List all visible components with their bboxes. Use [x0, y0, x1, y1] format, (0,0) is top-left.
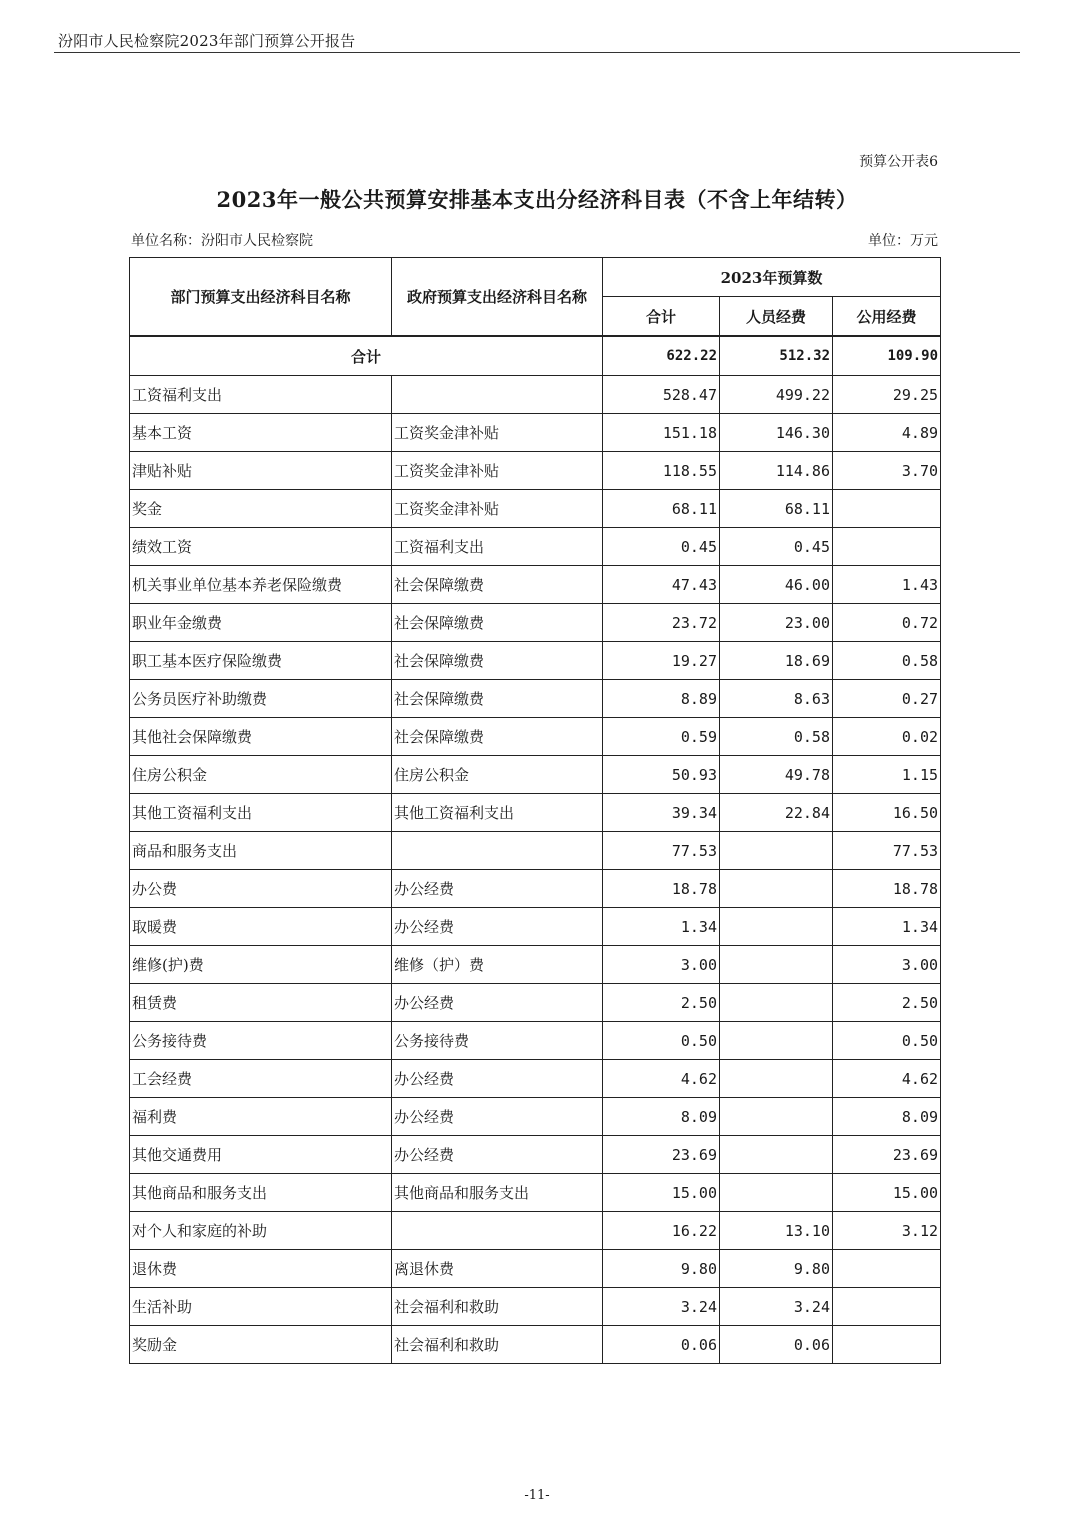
- table-row: [130, 1250, 941, 1288]
- table-row: [130, 984, 941, 1022]
- public-cell: 3.00: [833, 946, 941, 984]
- public-cell: 0.02: [833, 718, 941, 756]
- public-cell: 1.15: [833, 756, 941, 794]
- dept-subject-cell: 机关事业单位基本养老保险缴费: [130, 566, 392, 604]
- personnel-cell: 0.45: [720, 528, 833, 566]
- personnel-cell: [720, 1098, 833, 1136]
- dept-subject-cell: 其他交通费用: [130, 1136, 392, 1174]
- total-cell: 3.24: [603, 1288, 720, 1326]
- total-cell: 528.47: [603, 376, 720, 414]
- total-cell: 15.00: [603, 1174, 720, 1212]
- gov-subject-cell: 办公经费: [392, 1098, 603, 1136]
- personnel-cell: [720, 1060, 833, 1098]
- total-personnel: 512.32: [720, 336, 833, 376]
- total-cell: 151.18: [603, 414, 720, 452]
- table-row: [130, 1098, 941, 1136]
- personnel-cell: [720, 908, 833, 946]
- total-cell: 0.06: [603, 1326, 720, 1364]
- personnel-cell: [720, 832, 833, 870]
- gov-subject-cell: 公务接待费: [392, 1022, 603, 1060]
- dept-subject-cell: 职工基本医疗保险缴费: [130, 642, 392, 680]
- dept-subject-cell: 基本工资: [130, 414, 392, 452]
- table-row: [130, 756, 941, 794]
- gov-subject-cell: 其他商品和服务支出: [392, 1174, 603, 1212]
- public-cell: 3.70: [833, 452, 941, 490]
- table-row: [130, 452, 941, 490]
- gov-subject-cell: [392, 376, 603, 414]
- dept-subject-cell: 商品和服务支出: [130, 832, 392, 870]
- table-row: [130, 680, 941, 718]
- gov-subject-cell: 办公经费: [392, 1060, 603, 1098]
- gov-subject-cell: 工资奖金津补贴: [392, 452, 603, 490]
- public-cell: [833, 490, 941, 528]
- dept-subject-cell: 工资福利支出: [130, 376, 392, 414]
- dept-subject-cell: 绩效工资: [130, 528, 392, 566]
- dept-subject-cell: 其他工资福利支出: [130, 794, 392, 832]
- personnel-cell: 3.24: [720, 1288, 833, 1326]
- table-row: [130, 1174, 941, 1212]
- personnel-cell: 23.00: [720, 604, 833, 642]
- header-public: 公用经费: [833, 297, 941, 337]
- table-number: 预算公开表6: [859, 154, 938, 170]
- total-cell: 18.78: [603, 870, 720, 908]
- gov-subject-cell: 办公经费: [392, 870, 603, 908]
- public-cell: 18.78: [833, 870, 941, 908]
- gov-subject-cell: 社会保障缴费: [392, 642, 603, 680]
- dept-subject-cell: 对个人和家庭的补助: [130, 1212, 392, 1250]
- dept-subject-cell: 退休费: [130, 1250, 392, 1288]
- total-total: 622.22: [603, 336, 720, 376]
- public-cell: [833, 1326, 941, 1364]
- header-total: 合计: [603, 297, 720, 337]
- public-cell: [833, 528, 941, 566]
- dept-subject-cell: 公务接待费: [130, 1022, 392, 1060]
- dept-subject-cell: 奖金: [130, 490, 392, 528]
- table-row: [130, 376, 941, 414]
- total-cell: 4.62: [603, 1060, 720, 1098]
- dept-subject-cell: 租赁费: [130, 984, 392, 1022]
- unit-label: 单位：万元: [868, 233, 938, 249]
- personnel-cell: 146.30: [720, 414, 833, 452]
- public-cell: [833, 1250, 941, 1288]
- personnel-cell: 68.11: [720, 490, 833, 528]
- personnel-cell: 9.80: [720, 1250, 833, 1288]
- total-cell: 68.11: [603, 490, 720, 528]
- table-row: [130, 832, 941, 870]
- public-cell: 4.62: [833, 1060, 941, 1098]
- public-cell: 16.50: [833, 794, 941, 832]
- total-cell: 23.69: [603, 1136, 720, 1174]
- gov-subject-cell: 维修（护）费: [392, 946, 603, 984]
- total-cell: 118.55: [603, 452, 720, 490]
- dept-subject-cell: 福利费: [130, 1098, 392, 1136]
- total-cell: 19.27: [603, 642, 720, 680]
- budget-table: [129, 257, 941, 1364]
- header-row: [130, 258, 941, 297]
- public-cell: 2.50: [833, 984, 941, 1022]
- gov-subject-cell: 住房公积金: [392, 756, 603, 794]
- public-cell: 1.34: [833, 908, 941, 946]
- gov-subject-cell: [392, 1212, 603, 1250]
- personnel-cell: 0.58: [720, 718, 833, 756]
- header-rule: [54, 52, 1020, 53]
- gov-subject-cell: [392, 832, 603, 870]
- total-label: 合计: [130, 336, 603, 376]
- page-number: -11-: [524, 1488, 550, 1503]
- personnel-cell: 22.84: [720, 794, 833, 832]
- table-row: [130, 566, 941, 604]
- dept-subject-cell: 奖励金: [130, 1326, 392, 1364]
- dept-subject-cell: 生活补助: [130, 1288, 392, 1326]
- dept-subject-cell: 其他社会保障缴费: [130, 718, 392, 756]
- gov-subject-cell: 社会福利和救助: [392, 1326, 603, 1364]
- dept-subject-cell: 办公费: [130, 870, 392, 908]
- table-row: [130, 718, 941, 756]
- total-cell: 8.09: [603, 1098, 720, 1136]
- personnel-cell: 499.22: [720, 376, 833, 414]
- total-cell: 1.34: [603, 908, 720, 946]
- gov-subject-cell: 社会保障缴费: [392, 604, 603, 642]
- gov-subject-cell: 其他工资福利支出: [392, 794, 603, 832]
- total-row: [130, 336, 941, 376]
- header-dept-subject: 部门预算支出经济科目名称: [130, 258, 392, 337]
- gov-subject-cell: 离退休费: [392, 1250, 603, 1288]
- table-row: [130, 642, 941, 680]
- personnel-cell: [720, 1022, 833, 1060]
- unit-name: 单位名称：汾阳市人民检察院: [131, 233, 313, 249]
- document-title: 2023年一般公共预算安排基本支出分经济科目表（不含上年结转）: [216, 187, 858, 212]
- public-cell: 15.00: [833, 1174, 941, 1212]
- total-cell: 0.50: [603, 1022, 720, 1060]
- personnel-cell: [720, 946, 833, 984]
- table-row: [130, 414, 941, 452]
- total-cell: 47.43: [603, 566, 720, 604]
- public-cell: 0.50: [833, 1022, 941, 1060]
- public-cell: 0.72: [833, 604, 941, 642]
- total-cell: 9.80: [603, 1250, 720, 1288]
- gov-subject-cell: 社会保障缴费: [392, 718, 603, 756]
- public-cell: 23.69: [833, 1136, 941, 1174]
- personnel-cell: 0.06: [720, 1326, 833, 1364]
- running-header: 汾阳市人民检察院2023年部门预算公开报告: [58, 32, 356, 50]
- total-cell: 39.34: [603, 794, 720, 832]
- dept-subject-cell: 其他商品和服务支出: [130, 1174, 392, 1212]
- table-row: [130, 870, 941, 908]
- total-cell: 0.45: [603, 528, 720, 566]
- personnel-cell: 46.00: [720, 566, 833, 604]
- table-row: [130, 794, 941, 832]
- gov-subject-cell: 工资奖金津补贴: [392, 414, 603, 452]
- public-cell: 77.53: [833, 832, 941, 870]
- header-gov-subject: 政府预算支出经济科目名称: [392, 258, 603, 337]
- total-cell: 3.00: [603, 946, 720, 984]
- personnel-cell: [720, 984, 833, 1022]
- public-cell: 3.12: [833, 1212, 941, 1250]
- personnel-cell: 13.10: [720, 1212, 833, 1250]
- public-cell: [833, 1288, 941, 1326]
- public-cell: 4.89: [833, 414, 941, 452]
- personnel-cell: 114.86: [720, 452, 833, 490]
- personnel-cell: [720, 1174, 833, 1212]
- gov-subject-cell: 社会福利和救助: [392, 1288, 603, 1326]
- table-body: [130, 336, 941, 1364]
- table-row: [130, 908, 941, 946]
- public-cell: 29.25: [833, 376, 941, 414]
- total-public: 109.90: [833, 336, 941, 376]
- table-row: [130, 946, 941, 984]
- gov-subject-cell: 办公经费: [392, 1136, 603, 1174]
- total-cell: 2.50: [603, 984, 720, 1022]
- table-row: [130, 1288, 941, 1326]
- table-row: [130, 1212, 941, 1250]
- gov-subject-cell: 工资奖金津补贴: [392, 490, 603, 528]
- public-cell: 0.58: [833, 642, 941, 680]
- public-cell: 8.09: [833, 1098, 941, 1136]
- total-cell: 77.53: [603, 832, 720, 870]
- table-row: [130, 490, 941, 528]
- table-row: [130, 528, 941, 566]
- header-personnel: 人员经费: [720, 297, 833, 337]
- total-cell: 8.89: [603, 680, 720, 718]
- table-row: [130, 1022, 941, 1060]
- header-budget-group: 2023年预算数: [603, 258, 941, 297]
- public-cell: 0.27: [833, 680, 941, 718]
- public-cell: 1.43: [833, 566, 941, 604]
- gov-subject-cell: 办公经费: [392, 984, 603, 1022]
- gov-subject-cell: 工资福利支出: [392, 528, 603, 566]
- table-row: [130, 1060, 941, 1098]
- gov-subject-cell: 社会保障缴费: [392, 566, 603, 604]
- dept-subject-cell: 住房公积金: [130, 756, 392, 794]
- dept-subject-cell: 维修(护)费: [130, 946, 392, 984]
- total-cell: 16.22: [603, 1212, 720, 1250]
- total-cell: 0.59: [603, 718, 720, 756]
- total-cell: 50.93: [603, 756, 720, 794]
- personnel-cell: [720, 870, 833, 908]
- table-row: [130, 604, 941, 642]
- table-row: [130, 1326, 941, 1364]
- personnel-cell: [720, 1136, 833, 1174]
- dept-subject-cell: 取暖费: [130, 908, 392, 946]
- dept-subject-cell: 工会经费: [130, 1060, 392, 1098]
- dept-subject-cell: 公务员医疗补助缴费: [130, 680, 392, 718]
- dept-subject-cell: 津贴补贴: [130, 452, 392, 490]
- gov-subject-cell: 办公经费: [392, 908, 603, 946]
- gov-subject-cell: 社会保障缴费: [392, 680, 603, 718]
- personnel-cell: 49.78: [720, 756, 833, 794]
- total-cell: 23.72: [603, 604, 720, 642]
- personnel-cell: 8.63: [720, 680, 833, 718]
- personnel-cell: 18.69: [720, 642, 833, 680]
- dept-subject-cell: 职业年金缴费: [130, 604, 392, 642]
- table-row: [130, 1136, 941, 1174]
